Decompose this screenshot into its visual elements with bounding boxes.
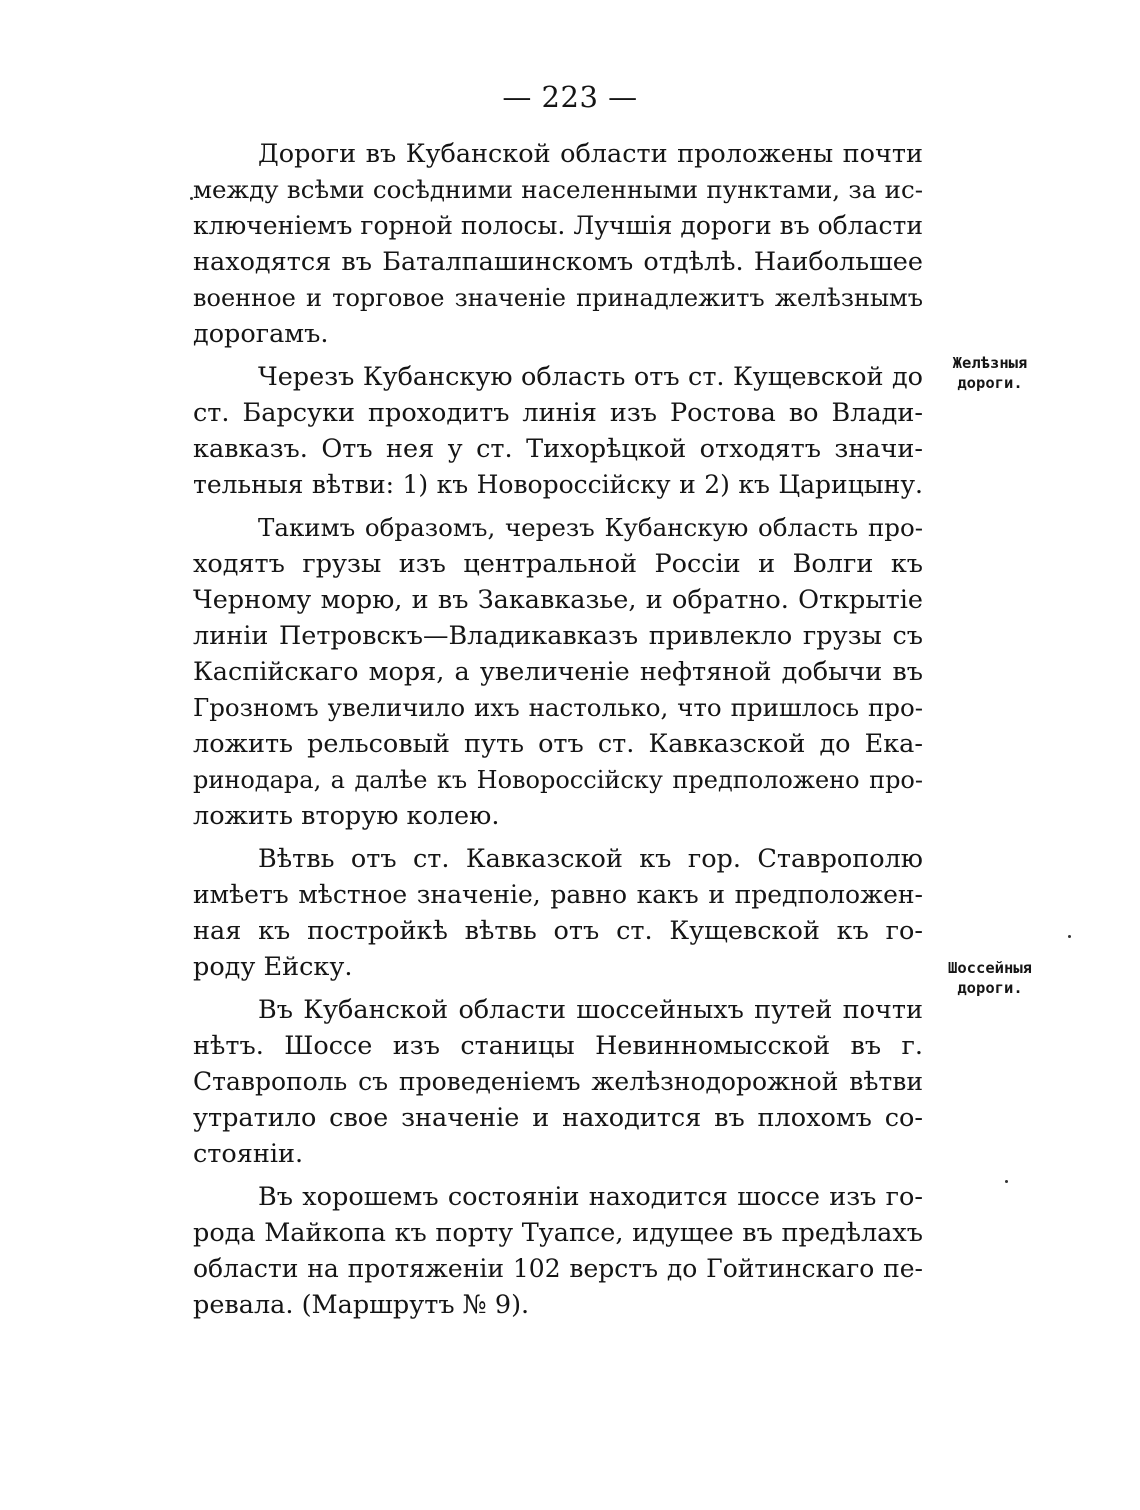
text-line: линіи Петровскъ—Владикавказъ привлекло грузы съ [193,621,923,651]
text-line: Въ хорошемъ состояніи находится шоссе изъ го- [258,1182,923,1212]
text-line: роду Ейску. [193,952,353,982]
text-line: области на протяженіи 102 верстъ до Гойтинскаго пе- [193,1254,923,1283]
text-line: нѣтъ. Шоссе изъ станицы Невинномысской въ г. [193,1031,923,1061]
text-line: ная къ постройкѣ вѣтвь отъ ст. Кущевской къ го- [193,916,923,946]
text-line: военное и торговое значеніе принадлежитъ желѣзнымъ [193,284,923,312]
margin-note-line: дороги. [957,374,1023,392]
body-text [193,136,923,1330]
text-line: тельныя вѣтви: 1) къ Новороссійску и 2) къ Царицыну. [193,470,923,499]
text-line: Въ Кубанской области шоссейныхъ путей почти [258,995,923,1025]
text-line: ревала. (Маршрутъ № 9). [193,1290,530,1320]
ink-speck [1068,935,1071,938]
text-line: ложить вторую колею. [193,801,500,831]
text-line: Вѣтвь отъ ст. Кавказской къ гор. Ставрополю [258,844,923,874]
text-line: ст. Барсуки проходитъ линія изъ Ростова во Влади- [193,398,923,428]
text-line: Черезъ Кубанскую область отъ ст. Кущевской до [258,362,923,392]
text-line: ключеніемъ горной полосы. Лучшія дороги въ области [193,211,923,240]
margin-note-line: дороги. [957,979,1023,997]
text-line: дорогамъ. [193,319,329,349]
ink-speck [1005,1180,1008,1183]
text-line: рода Майкопа къ порту Туапсе, идущее въ предѣлахъ [193,1218,923,1248]
text-line: кавказъ. Отъ нея у ст. Тихорѣцкой отходятъ значи- [193,434,923,464]
text-line: ринодара, а далѣе къ Новороссійску предположено про- [193,766,923,794]
text-line: Такимъ образомъ, черезъ Кубанскую область про- [258,513,923,542]
text-line: Грозномъ увеличило ихъ настолько, что пришлось про- [193,693,923,722]
text-line: имѣетъ мѣстное значеніе, равно какъ и предположен- [193,880,923,909]
paragraph-4 [193,841,923,985]
text-line: утратило свое значеніе и находится въ плохомъ со- [193,1103,923,1133]
text-line: между всѣми сосѣдними населенными пунктами, за ис- [193,175,923,204]
margin-note-railways [930,353,1050,393]
text-line: находятся въ Баталпашинскомъ отдѣлѣ. Наибольшее [193,247,923,277]
text-line: стояніи. [193,1139,304,1169]
text-line: ложить рельсовый путь отъ ст. Кавказской до Ека- [193,729,923,759]
paragraph-5 [193,992,923,1172]
text-line: Черному морю, и въ Закавказье, и обратно. Открытіе [193,585,923,615]
text-line: Дороги въ Кубанской области проложены почти [258,139,923,169]
paragraph-3 [193,510,923,834]
text-line: Ставрополь съ проведеніемъ желѣзнодорожной вѣтви [193,1067,923,1096]
text-line: ходятъ грузы изъ центральной Россіи и Волги къ [193,549,923,579]
paragraph-1 [193,136,923,352]
margin-note-highways [930,958,1050,998]
text-line: Каспійскаго моря, а увеличеніе нефтяной добычи въ [193,657,923,687]
paragraph-6 [193,1179,923,1323]
ink-speck [190,197,193,200]
paragraph-2 [193,359,923,503]
page-number: — 223 — [502,80,638,114]
margin-note-line: Шоссейныя [948,959,1032,977]
margin-note-line: Желѣзныя [952,354,1028,372]
